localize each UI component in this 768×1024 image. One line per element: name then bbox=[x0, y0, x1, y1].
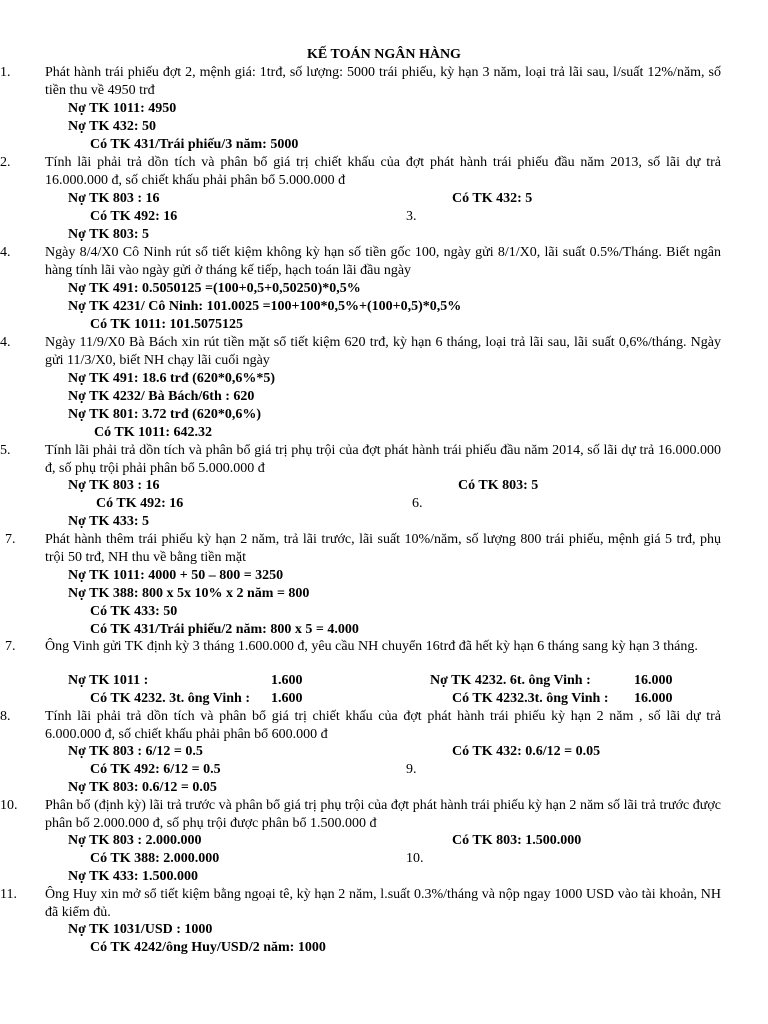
item-8-paragraph bbox=[0, 708, 721, 744]
entry-credit: Có TK 432: 5 bbox=[452, 191, 533, 206]
entry-debit: Nợ TK 432: 50 bbox=[68, 119, 156, 134]
entry-debit: Nợ TK 803 : 6/12 = 0.5 bbox=[68, 744, 203, 759]
item-number: 10. bbox=[406, 851, 424, 866]
item-number: 4. bbox=[0, 245, 11, 260]
item-number: 11. bbox=[0, 887, 17, 902]
item-text: Phát hành thêm trái phiếu kỳ hạn 2 năm, trả lãi trước, lãi suất 10%/năm, số lượng 800 trái phiếu, mệnh giá 5 trđ, phụ trội 50 trđ, NH thu về bằng tiền mặt bbox=[45, 532, 721, 565]
entry-debit: Nợ TK 433: 5 bbox=[68, 514, 149, 529]
item-text: Tính lãi phải trả dồn tích và phân bổ giá trị chiết khấu của đợt phát hành trái phiếu đầu năm 2013, số lãi dự trả 16.000.000 đ, số chiết khấu phải phân bổ 5.000.000 đ bbox=[45, 155, 721, 188]
document-title: KẾ TOÁN NGÂN HÀNG bbox=[307, 47, 461, 62]
entry-debit: Nợ TK 803 : 2.000.000 bbox=[68, 833, 202, 848]
entry-debit: Nợ TK 433: 1.500.000 bbox=[68, 869, 198, 884]
item-number: 3. bbox=[406, 209, 417, 224]
entry-credit: Có TK 492: 16 bbox=[96, 496, 184, 511]
entry-debit: Nợ TK 491: 0.5050125 =(100+0,5+0,50250)*0,5% bbox=[68, 281, 361, 296]
entry-debit: Nợ TK 491: 18.6 trđ (620*0,6%*5) bbox=[68, 371, 275, 386]
item-number: 8. bbox=[0, 709, 11, 724]
item-number: 10. bbox=[0, 798, 18, 813]
item-text: Ông Vinh gửi TK định kỳ 3 tháng 1.600.000 đ, yêu cầu NH chuyển 16trđ đã hết kỳ hạn 6 tháng sang kỳ hạn 3 tháng. bbox=[45, 639, 698, 654]
entry-credit: Có TK 388: 2.000.000 bbox=[90, 851, 220, 866]
item-number: 1. bbox=[0, 65, 11, 80]
item-11-paragraph bbox=[0, 886, 721, 922]
entry-credit: Có TK 492: 16 bbox=[90, 209, 178, 224]
entry-credit: Có TK 1011: 642.32 bbox=[94, 425, 212, 440]
entry-credit: Có TK 432: 0.6/12 = 0.05 bbox=[452, 744, 601, 759]
entry-debit: Nợ TK 388: 800 x 5x 10% x 2 năm = 800 bbox=[68, 586, 310, 601]
entry-debit: Nợ TK 803 : 16 bbox=[68, 478, 160, 493]
entry-debit: Nợ TK 801: 3.72 trđ (620*0,6%) bbox=[68, 407, 261, 422]
entry-amount: 1.600 bbox=[271, 673, 303, 688]
item-10-paragraph bbox=[0, 797, 721, 833]
entry-amount: 16.000 bbox=[634, 673, 673, 688]
entry-amount: 1.600 bbox=[271, 691, 303, 706]
entry-credit: Có TK 803: 5 bbox=[458, 478, 539, 493]
entry-credit: Có TK 431/Trái phiếu/3 năm: 5000 bbox=[90, 137, 299, 152]
entry-credit: Có TK 1011: 101.5075125 bbox=[90, 317, 243, 332]
entry-credit: Có TK 4232.3t. ông Vinh : bbox=[452, 691, 609, 706]
item-4b-paragraph bbox=[0, 334, 721, 370]
entry-credit: Có TK 4242/ông Huy/USD/2 năm: 1000 bbox=[90, 940, 326, 955]
item-text: Phát hành trái phiếu đợt 2, mệnh giá: 1trđ, số lượng: 5000 trái phiếu, kỳ hạn 3 năm, loại trả lãi sau, l/suất 12%/năm, số tiền thu về 4950 trđ bbox=[45, 65, 721, 98]
item-number: 6. bbox=[412, 496, 423, 511]
entry-credit: Có TK 431/Trái phiếu/2 năm: 800 x 5 = 4.000 bbox=[90, 622, 359, 637]
item-number: 2. bbox=[0, 155, 11, 170]
item-text: Tính lãi phải trả dồn tích và phân bổ giá trị phụ trội của đợt phát hành trái phiếu đầu năm 2014, số lãi dự trả 16.000.000 đ, số phụ trội phải phân bổ 5.000.000 đ bbox=[45, 443, 721, 476]
entry-debit: Nợ TK 1011: 4000 + 50 – 800 = 3250 bbox=[68, 568, 284, 583]
item-7b-paragraph bbox=[5, 638, 721, 656]
item-4-paragraph bbox=[0, 244, 721, 280]
entry-debit: Nợ TK 803 : 16 bbox=[68, 191, 160, 206]
item-text: Phân bổ (định kỳ) lãi trả trước và phân bổ giá trị phụ trội của đợt phát hành trái phiếu kỳ hạn 2 năm số lãi trả trước được phân bổ 2.000.000 đ, số phụ trội được phân bổ 1.500.000 đ bbox=[45, 798, 721, 831]
item-1-paragraph bbox=[0, 64, 721, 100]
entry-debit: Nợ TK 4232/ Bà Bách/6th : 620 bbox=[68, 389, 255, 404]
entry-debit: Nợ TK 4231/ Cô Ninh: 101.0025 =100+100*0,5%+(100+0,5)*0,5% bbox=[68, 299, 462, 314]
entry-debit: Nợ TK 1011 : bbox=[68, 673, 149, 688]
item-number: 7. bbox=[5, 532, 16, 547]
entry-debit: Nợ TK 1011: 4950 bbox=[68, 101, 177, 116]
item-7-paragraph bbox=[5, 531, 721, 567]
entry-credit: Có TK 492: 6/12 = 0.5 bbox=[90, 762, 221, 777]
item-text: Tính lãi phải trả dồn tích và phân bổ giá trị chiết khấu của đợt phát hành trái phiếu kỳ hạn 2 năm , số lãi dự trả 6.000.000 đ, số chiết khấu phải phân bổ 600.000 đ bbox=[45, 709, 721, 742]
item-text: Ngày 8/4/X0 Cô Ninh rút sổ tiết kiệm không kỳ hạn số tiền gốc 100, ngày gửi 8/1/X0, lãi suất 0.5%/Tháng. Biết ngân hàng tính lãi vào ngày gửi ở tháng kế tiếp, hạch toán lãi đầu ngày bbox=[45, 245, 721, 278]
entry-credit: Có TK 433: 50 bbox=[90, 604, 178, 619]
item-5-paragraph bbox=[0, 442, 721, 478]
item-number: 5. bbox=[0, 443, 11, 458]
entry-credit: Có TK 803: 1.500.000 bbox=[452, 833, 582, 848]
item-2-paragraph bbox=[0, 154, 721, 190]
item-number: 9. bbox=[406, 762, 417, 777]
item-text: Ông Huy xin mở sổ tiết kiệm bằng ngoại tê, kỳ hạn 2 năm, l.suất 0.3%/tháng và nộp ngay 1000 USD vào tài khoản, NH đã kiểm đủ. bbox=[45, 887, 721, 920]
entry-debit: Nợ TK 803: 0.6/12 = 0.05 bbox=[68, 780, 217, 795]
item-text: Ngày 11/9/X0 Bà Bách xin rút tiền mặt sổ tiết kiệm 620 trđ, kỳ hạn 6 tháng, loại trả lãi sau, lãi suất 0,6%/tháng. Ngày gửi 11/3/X0, biết NH chạy lãi cuối ngày bbox=[45, 335, 721, 368]
entry-credit: Có TK 4232. 3t. ông Vinh : bbox=[90, 691, 250, 706]
item-number: 4. bbox=[0, 335, 11, 350]
entry-amount: 16.000 bbox=[634, 691, 673, 706]
entry-debit: Nợ TK 1031/USD : 1000 bbox=[68, 922, 213, 937]
entry-debit: Nợ TK 803: 5 bbox=[68, 227, 149, 242]
item-number: 7. bbox=[5, 639, 16, 654]
entry-debit: Nợ TK 4232. 6t. ông Vinh : bbox=[430, 673, 591, 688]
